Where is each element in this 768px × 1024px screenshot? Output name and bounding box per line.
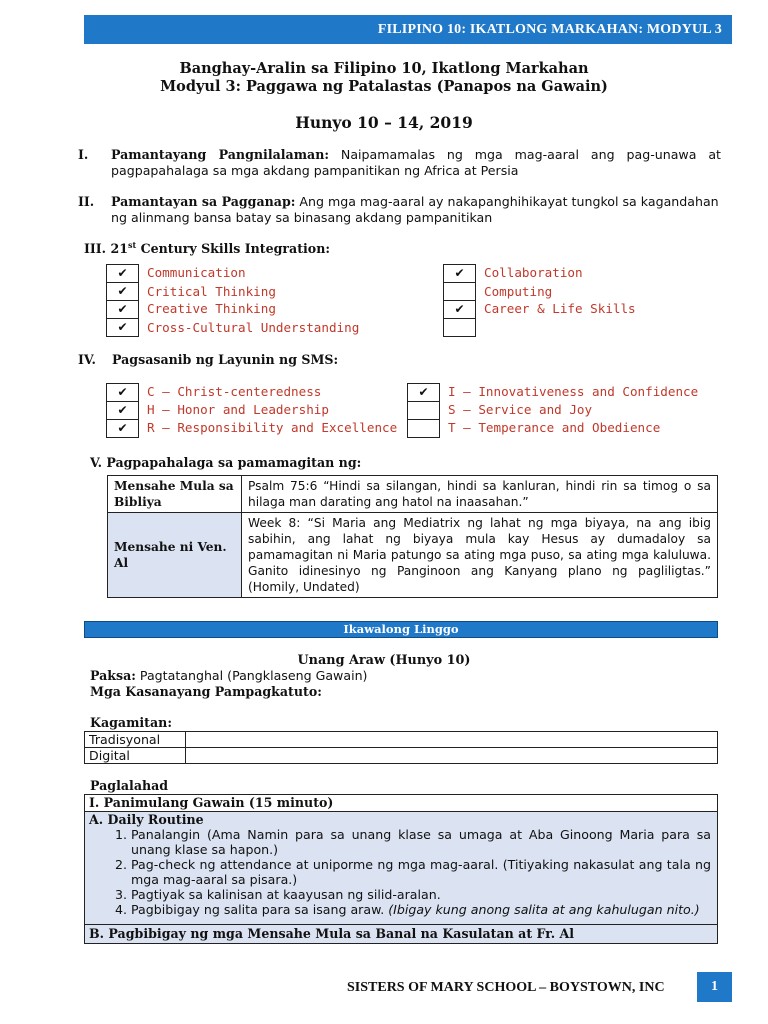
- checkbox-innovativeness[interactable]: ✔: [407, 383, 440, 402]
- bible-message-text: Psalm 75:6 “Hindi sa silangan, hindi sa kanluran, hindi rin sa timog o sa hilaga man darating ang hatol na inaasahan.”: [242, 476, 718, 513]
- checkbox-creative-thinking[interactable]: ✔: [106, 300, 139, 319]
- footer-school: SISTERS OF MARY SCHOOL – BOYSTOWN, INC: [347, 980, 665, 995]
- kagamitan-digital-label: Digital: [85, 748, 186, 764]
- section3-title-post: Century Skills Integration:: [136, 241, 331, 257]
- sms-label-temperance: T – Temperance and Obedience: [448, 420, 661, 435]
- bible-message-label: Mensahe Mula sa Bibliya: [108, 476, 242, 513]
- day-title: Unang Araw (Hunyo 10): [297, 653, 471, 668]
- routine-title: A. Daily Routine: [89, 812, 204, 827]
- section3-number: III.: [84, 241, 107, 257]
- document-title-line1: Banghay-Aralin sa Filipino 10, Ikatlong Markahan: [179, 60, 589, 77]
- panimula-title: I. Panimulang Gawain (15 minuto): [85, 795, 717, 812]
- list-item: 3. Pagtiyak sa kalinisan at kaayusan ng silid-aralan.: [131, 887, 711, 902]
- routine-list: [89, 827, 711, 917]
- checkbox-critical-thinking[interactable]: ✔: [106, 282, 139, 301]
- checkbox-christ-centeredness[interactable]: ✔: [106, 383, 139, 402]
- sms-label-responsibility: R – Responsibility and Excellence: [147, 420, 398, 435]
- table-row: [85, 748, 718, 764]
- table-row: [108, 476, 718, 513]
- section2-label: Pamantayan sa Pagganap:: [111, 194, 296, 209]
- paksa-value: Pagtatanghal (Pangklaseng Gawain): [135, 668, 368, 683]
- skill-label-career-life: Career & Life Skills: [484, 301, 636, 316]
- section5-title: V. Pagpapahalaga sa pamamagitan ng:: [90, 455, 362, 470]
- skill-label-communication: Communication: [147, 265, 246, 280]
- skill-label-creative-thinking: Creative Thinking: [147, 301, 276, 316]
- skill-label-computing: Computing: [484, 284, 553, 299]
- sms-label-innovativeness: I – Innovativeness and Confidence: [448, 384, 699, 399]
- page-number: 1: [697, 972, 732, 1002]
- kagamitan-table: [84, 731, 718, 764]
- section4-title: Pagsasanib ng Layunin ng SMS:: [112, 352, 339, 367]
- section1-number: I.: [78, 147, 89, 162]
- list-item: 2. Pag-check ng attendance at uniporme ng mga mag-aaral. (Titiyaking nakasulat ang tala ng mga mag-aaral sa pisara.): [131, 857, 711, 887]
- sms-label-christ-centeredness: C – Christ-centeredness: [147, 384, 322, 399]
- sms-label-service-joy: S – Service and Joy: [448, 402, 593, 417]
- section2-number: II.: [78, 194, 95, 209]
- section-b-title: B. Pagbibigay ng mga Mensahe Mula sa Banal na Kasulatan at Fr. Al: [85, 924, 717, 941]
- table-row: [108, 513, 718, 598]
- paksa-label: Paksa:: [90, 668, 136, 683]
- ven-al-message-text: Week 8: “Si Maria ang Mediatrix ng lahat ng mga biyaya, na ang ibig sabihin, ang lahat ng biyaya mula kay Hesus ay dumadaloy sa pamamagitan ni Maria patungo sa ating mga puso, sa ating mga kaluluwa. Ganito idinesinyo ng Panginoon ang Kanyang plano ng pagliligtas.” (Homily, Undated): [242, 513, 718, 598]
- section1-paragraph: [111, 147, 721, 179]
- checkbox-honor-leadership[interactable]: ✔: [106, 401, 139, 420]
- kasanayan-label: Mga Kasanayang Pampagkatuto:: [90, 684, 322, 699]
- checkbox-career-life[interactable]: ✔: [443, 300, 476, 319]
- skill-label-collaboration: Collaboration: [484, 265, 583, 280]
- checkbox-computing[interactable]: [443, 282, 476, 301]
- panimula-box: [84, 794, 718, 944]
- document-date: Hunyo 10 – 14, 2019: [295, 113, 473, 132]
- header-bar: [84, 15, 732, 44]
- section3-title-sup: st: [127, 240, 137, 250]
- week-banner: Ikawalong Linggo: [84, 621, 718, 638]
- paglalahad-label: Paglalahad: [90, 778, 169, 793]
- kagamitan-digital-value: [186, 748, 718, 764]
- skill-label-critical-thinking: Critical Thinking: [147, 284, 276, 299]
- section4-number: IV.: [78, 352, 96, 367]
- sms-label-honor-leadership: H – Honor and Leadership: [147, 402, 329, 417]
- section3-title: [84, 240, 330, 256]
- values-table: [107, 475, 718, 598]
- list-item: 1. Panalangin (Ama Namin para sa unang klase sa umaga at Aba Ginoong Maria para sa unang klase sa hapon.): [131, 827, 711, 857]
- checkbox-responsibility[interactable]: ✔: [106, 419, 139, 438]
- list-item: 4. Pagbibigay ng salita para sa isang araw. (Ibigay kung anong salita at ang kahulugan nito.): [131, 902, 711, 917]
- checkbox-empty[interactable]: [443, 318, 476, 337]
- paksa-line: [90, 668, 367, 684]
- checkbox-communication[interactable]: ✔: [106, 264, 139, 283]
- section1-label: Pamantayang Pangnilalaman:: [111, 147, 330, 162]
- table-row: [85, 732, 718, 748]
- checkbox-collaboration[interactable]: ✔: [443, 264, 476, 283]
- section1-text: Naipamamalas ng mga mag-aaral ang pag-unawa at pagpapahalaga sa mga akdang pampanitikan ng Africa at Persia: [111, 147, 722, 178]
- header-title: FILIPINO 10: IKATLONG MARKAHAN: MODYUL 3: [377, 22, 722, 37]
- panimula-body: [85, 812, 717, 943]
- section3-title-pre: 21: [110, 241, 128, 257]
- checkbox-temperance[interactable]: [407, 419, 440, 438]
- checkbox-service-joy[interactable]: [407, 401, 440, 420]
- checkbox-cross-cultural[interactable]: ✔: [106, 318, 139, 337]
- document-title-line2: Modyul 3: Paggawa ng Patalastas (Panapos na Gawain): [160, 78, 608, 95]
- kagamitan-tradisyonal-label: Tradisyonal: [85, 732, 186, 748]
- ven-al-message-label: Mensahe ni Ven. Al: [108, 513, 242, 598]
- section2-text: Ang mga mag-aaral ay nakapanghihikayat tungkol sa kagandahan ng alinmang bansa batay sa binasang akdang pampanitikan: [111, 194, 719, 225]
- skill-label-cross-cultural: Cross-Cultural Understanding: [147, 320, 360, 335]
- kagamitan-tradisyonal-value: [186, 732, 718, 748]
- kagamitan-label: Kagamitan:: [90, 715, 172, 730]
- section2-paragraph: [111, 194, 721, 226]
